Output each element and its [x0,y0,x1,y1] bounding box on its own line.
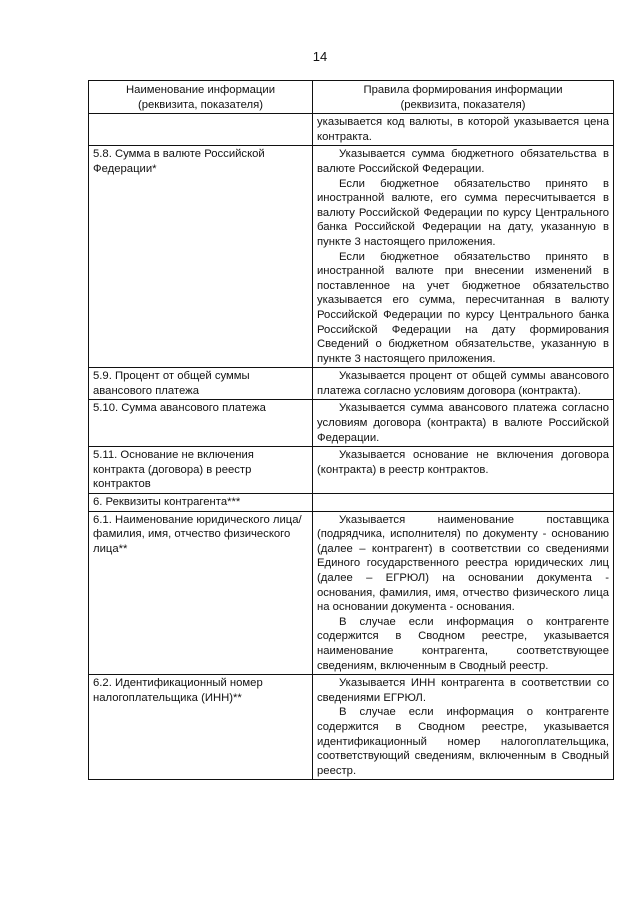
table-row [89,675,614,780]
header-name-column [89,81,313,114]
formation-rule-cell [313,368,614,400]
header-rules-column [313,81,614,114]
requisites-table [88,80,614,780]
requisite-name-cell [89,114,313,146]
requisite-name-cell: 5.10. Сумма авансового платежа [89,400,313,447]
header-rules-line: (реквизита, показателя) [400,98,526,111]
rule-paragraph: Указывается сумма авансового платежа согласно условиям договора (контракта) в валюте Российской Федерации. [317,402,609,444]
requisite-name-cell: 5.8. Сумма в валюте Российской Федерации* [89,146,313,368]
table-row [89,400,614,447]
header-name-line: Наименование информации [126,84,275,96]
rule-paragraph: В случае если информация о контрагенте содержится в Сводном реестре, указывается наименование контрагента, соответствующее сведениям, включенным в Сводный реестр. [317,615,609,672]
requisite-name-cell: 6.2. Идентификационный номер налогоплательщика (ИНН)** [89,675,313,780]
table-row [89,114,614,146]
formation-rule-cell [313,447,614,494]
requisite-name-cell: 5.9. Процент от общей суммы авансового платежа [89,368,313,400]
requisite-name-cell: 6. Реквизиты контрагента*** [89,494,313,512]
table-row [89,494,614,512]
table-body [89,114,614,780]
rule-paragraph: Если бюджетное обязательство принято в иностранной валюте, его сумма пересчитывается в валюту Российской Федерации по курсу Центрального банка Российской Федерации на дату, указанную в пункте 3 настоящего приложения. [317,177,609,248]
requisite-name-cell: 5.11. Основание не включения контракта (договора) в реестр контрактов [89,447,313,494]
rule-paragraph: Указывается сумма бюджетного обязательства в валюте Российской Федерации. [317,148,609,175]
formation-rule-cell [313,675,614,780]
page-number: 14 [312,49,328,64]
formation-rule-cell [313,114,614,146]
rule-paragraph: Указывается основание не включения договора (контракта) в реестр контрактов. [317,449,609,476]
rule-paragraph: В случае если информация о контрагенте содержится в Сводном реестре, указывается идентификационный номер налогоплательщика, соответствующий сведениям, включенным в Сводный реестр. [317,706,609,777]
table-row [89,447,614,494]
rule-paragraph: Указывается ИНН контрагента в соответствии со сведениями ЕГРЮЛ. [317,677,609,704]
table-row [89,511,614,675]
rule-paragraph: Если бюджетное обязательство принято в иностранной валюте при внесении изменений в поставленное на учет бюджетное обязательство указывается его сумма, пересчитанная в валюту Российской Федерации по курсу Центрального банка Российской Федерации на дату формирования Сведений о бюджетном обязательстве, указанную в пункте 3 настоящего приложения. [317,250,609,365]
table-row [89,146,614,368]
table-row [89,368,614,400]
header-rules-line: Правила формирования информации [363,84,563,96]
rule-paragraph: Указывается наименование поставщика (подрядчика, исполнителя) по документу - основанию (далее – контрагент) в соответствии со сведениями Единого государственного реестра юридических лиц (далее – ЕГРЮЛ) на основании документа - основания, фамилия, имя, отчество физического лица на основании документа - основания. [317,513,609,614]
header-name-line: (реквизита, показателя) [137,98,264,111]
formation-rule-cell [313,494,614,512]
formation-rule-cell [313,400,614,447]
requisite-name-cell: 6.1. Наименование юридического лица/ фамилия, имя, отчество физического лица** [89,511,313,675]
rule-paragraph: Указывается процент от общей суммы авансового платежа согласно условиям договора (контракта). [317,370,609,397]
table-header-row [89,81,614,114]
rule-paragraph: указывается код валюты, в которой указывается цена контракта. [317,116,609,143]
formation-rule-cell [313,511,614,675]
formation-rule-cell [313,146,614,368]
